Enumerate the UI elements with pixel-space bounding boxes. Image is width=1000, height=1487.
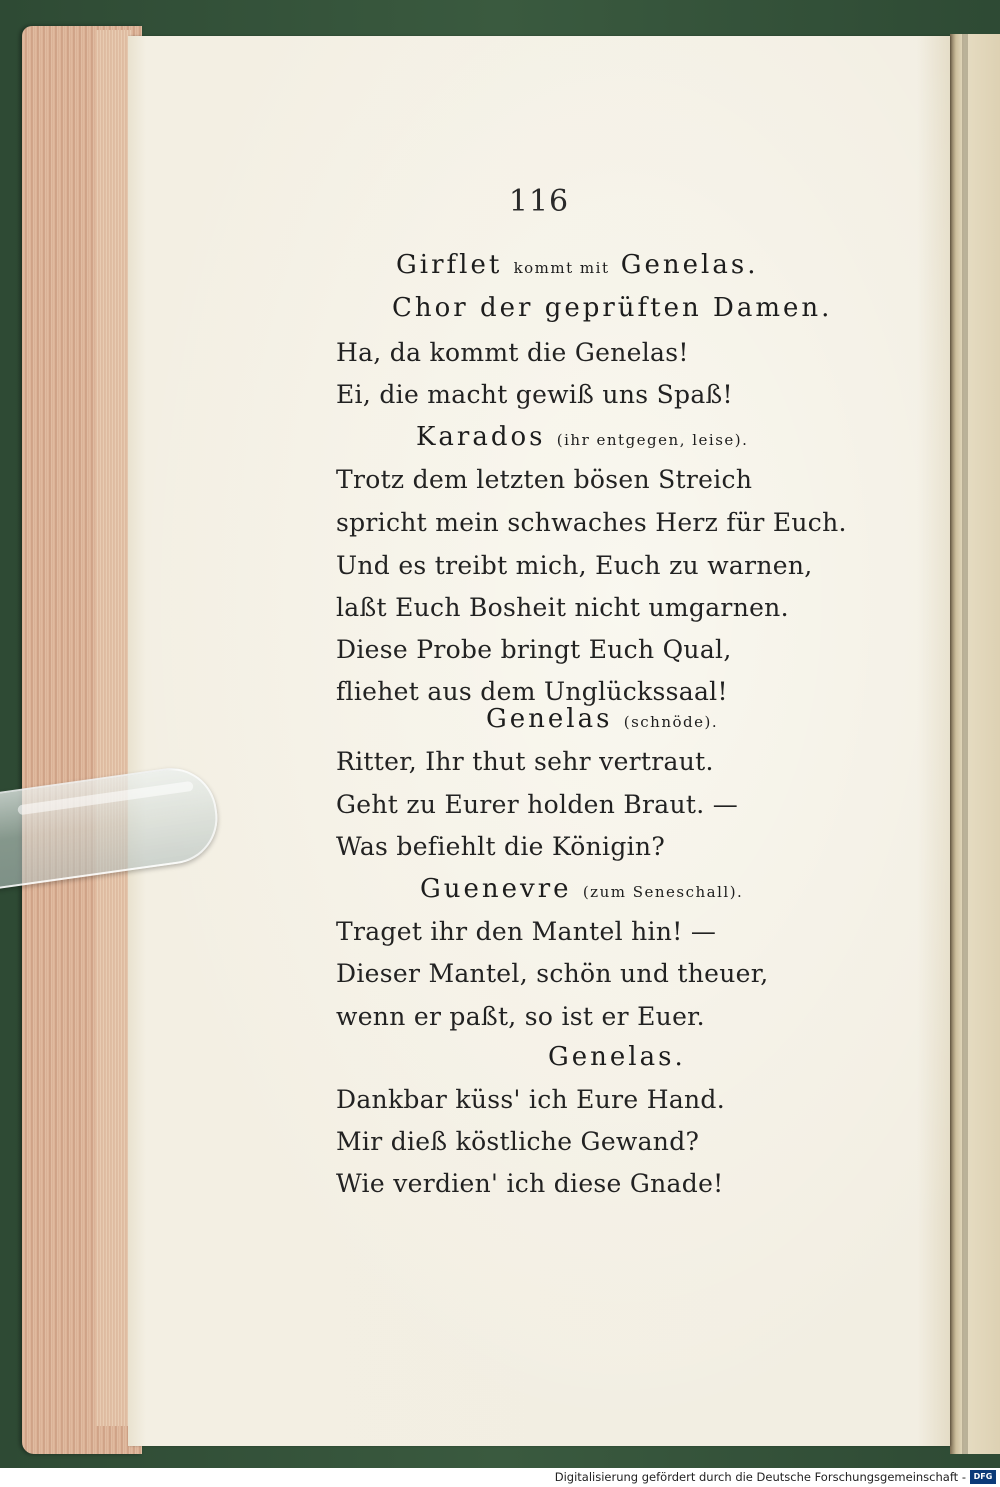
book-page <box>128 36 950 1446</box>
verse-line: Traget ihr den Mantel hin! — <box>336 917 717 946</box>
verse-line: wenn er paßt, so ist er Euer. <box>336 1002 705 1031</box>
page-number: 116 <box>508 184 570 219</box>
verse-line: Und es treibt mich, Euch zu warnen, <box>336 551 813 580</box>
stage-heading <box>396 250 758 280</box>
verse-line: Dankbar küss' ich Eure Hand. <box>336 1085 725 1114</box>
verse-line: Wie verdien' ich diese Gnade! <box>336 1169 724 1198</box>
stage-heading <box>420 874 743 904</box>
verse-line: fliehet aus dem Unglückssaal! <box>336 677 728 706</box>
stage-direction: (zum Seneschall). <box>582 883 744 901</box>
footer-bar <box>0 1468 1000 1487</box>
stage-heading <box>416 422 748 452</box>
verse-line: laßt Euch Bosheit nicht umgarnen. <box>336 593 789 622</box>
speaker-heading: Chor der geprüften Damen. <box>392 293 833 323</box>
speaker-name: Genelas <box>486 704 613 734</box>
verse-line: Ha, da kommt die Genelas! <box>336 338 689 367</box>
verse-line: Ei, die macht gewiß uns Spaß! <box>336 380 733 409</box>
stage-heading <box>486 704 718 734</box>
verse-line: Was befiehlt die Königin? <box>336 832 666 861</box>
speaker-name: Girflet <box>396 250 503 280</box>
footer-credit: Digitalisierung gefördert durch die Deutsche Forschungsgemeinschaft - <box>554 1470 966 1484</box>
verse-line: Dieser Mantel, schön und theuer, <box>336 959 769 988</box>
stage-direction: (schnöde). <box>623 713 719 731</box>
speaker-name: Karados <box>416 422 546 452</box>
verse-line: Mir dieß köstliche Gewand? <box>336 1127 700 1156</box>
speaker-name: Guenevre <box>420 874 572 904</box>
dfg-logo: DFG <box>970 1470 996 1484</box>
verse-line: spricht mein schwaches Herz für Euch. <box>336 508 847 537</box>
speaker-heading: Genelas. <box>548 1042 686 1072</box>
speaker-name: Genelas. <box>620 250 759 280</box>
page-edges-inner <box>96 30 132 1426</box>
gutter-shadow <box>962 34 968 1454</box>
stage-direction: kommt mit <box>513 259 610 277</box>
stage-direction: (ihr entgegen, leise). <box>556 431 749 449</box>
verse-line: Trotz dem letzten bösen Streich <box>336 465 753 494</box>
verse-line: Diese Probe bringt Euch Qual, <box>336 635 732 664</box>
verse-line: Ritter, Ihr thut sehr vertraut. <box>336 747 714 776</box>
facing-page <box>950 34 1000 1454</box>
verse-line: Geht zu Eurer holden Braut. — <box>336 790 739 819</box>
